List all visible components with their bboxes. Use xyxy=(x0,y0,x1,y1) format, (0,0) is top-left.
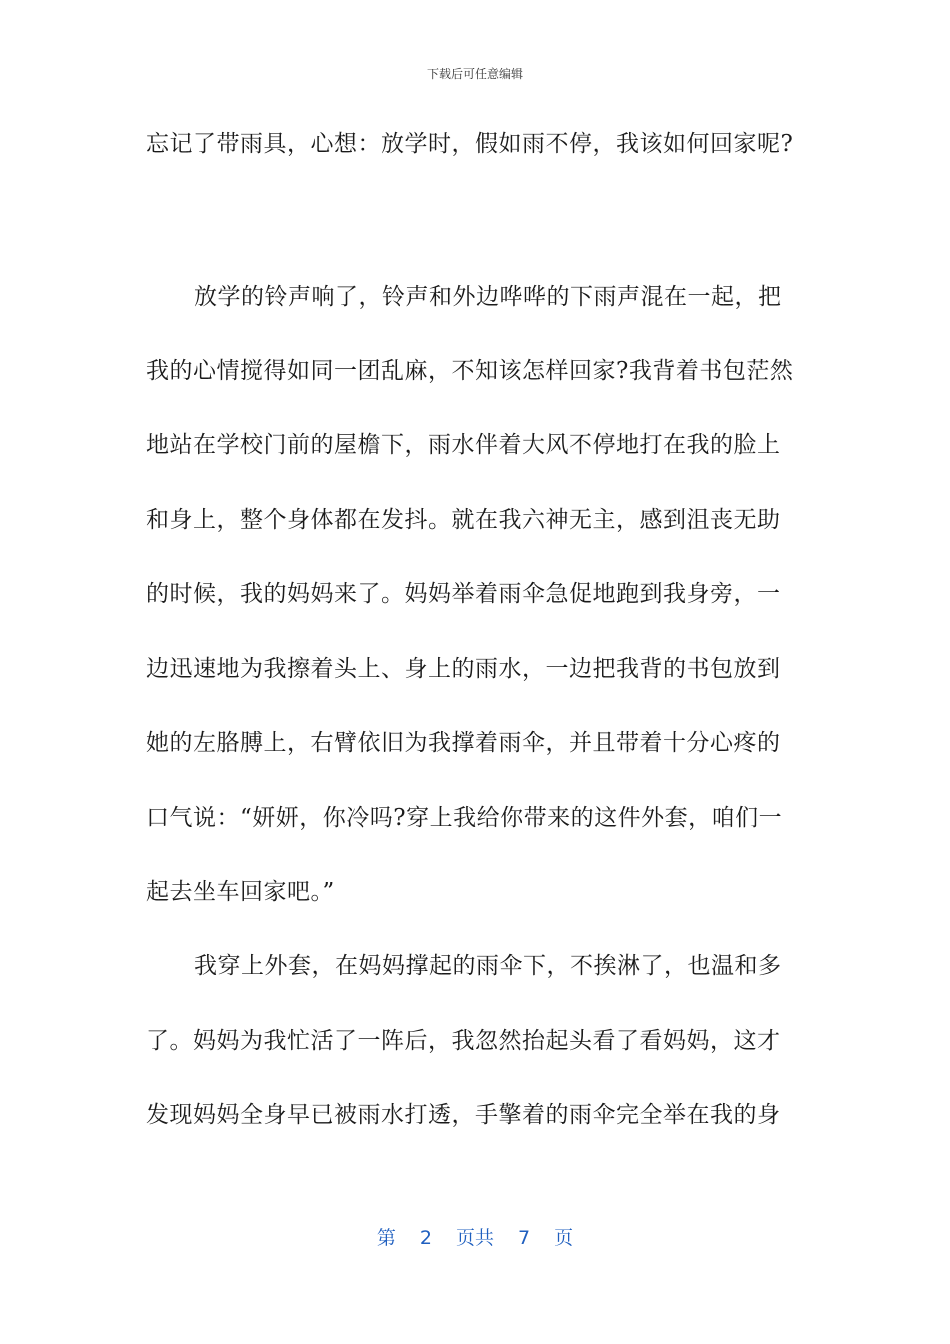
page-footer: 第 2 页共 7 页 xyxy=(376,1227,574,1249)
text-line: 口气说：“妍妍，你冷吗?穿上我给你带来的这件外套，咱们一 xyxy=(146,805,783,831)
paragraph-start-line: 我穿上外套，在妈妈撑起的雨伞下，不挨淋了，也温和多 xyxy=(194,953,782,979)
page-header: 下载后可任意编辑 xyxy=(426,67,523,81)
text-line: 起去坐车回家吧。” xyxy=(146,879,335,905)
text-line: 的时候，我的妈妈来了。妈妈举着雨伞急促地跑到我身旁，一 xyxy=(146,581,781,607)
text-line: 边迅速地为我擦着头上、身上的雨水，一边把我背的书包放到 xyxy=(146,656,781,682)
text-line: 和身上，整个身体都在发抖。就在我六神无主，感到沮丧无助 xyxy=(146,507,781,533)
paragraph-start-line: 放学的铃声响了，铃声和外边哗哗的下雨声混在一起，把 xyxy=(194,284,782,310)
text-line: 她的左胳膊上，右臂依旧为我撑着雨伞，并且带着十分心疼的 xyxy=(146,730,781,756)
text-line: 我的心情搅得如同一团乱麻，不知该怎样回家?我背着书包茫然 xyxy=(146,358,794,384)
text-line: 了。妈妈为我忙活了一阵后，我忽然抬起头看了看妈妈，这才 xyxy=(146,1028,781,1054)
text-line: 发现妈妈全身早已被雨水打透，手擎着的雨伞完全举在我的身 xyxy=(146,1102,781,1128)
text-line: 地站在学校门前的屋檐下，雨水伴着大风不停地打在我的脸上 xyxy=(146,432,781,458)
text-line: 忘记了带雨具，心想：放学时，假如雨不停，我该如何回家呢? xyxy=(146,131,794,157)
